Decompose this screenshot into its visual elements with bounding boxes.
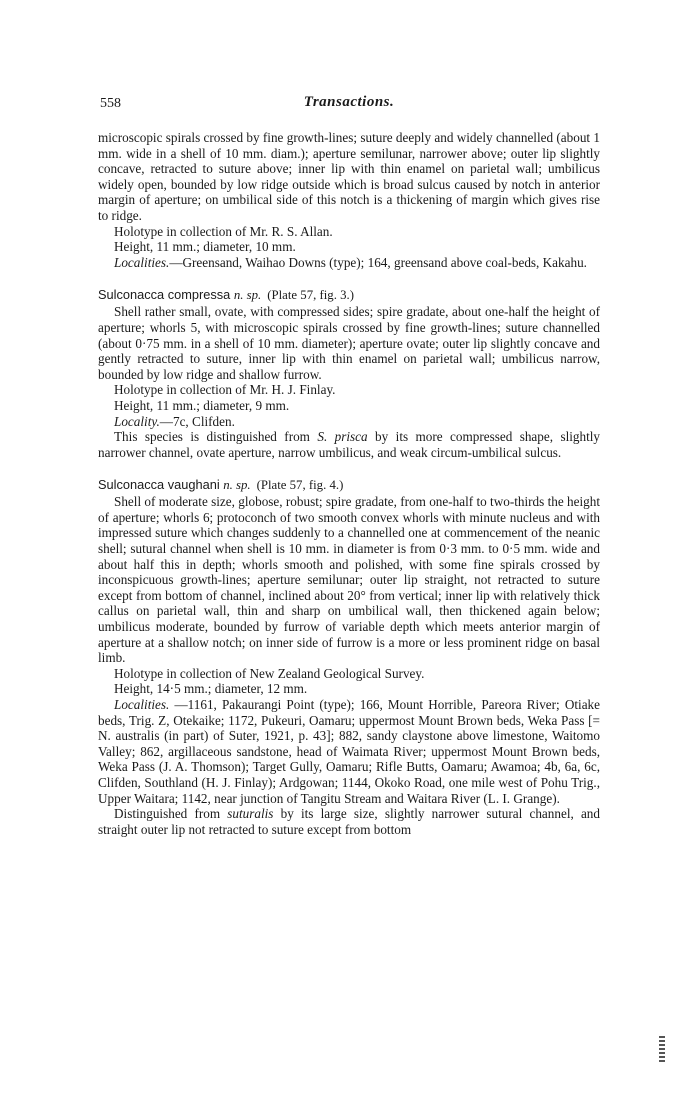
species-name: Sulconacca compressa [98,287,231,303]
intro-localities [98,255,600,271]
plate-ref: (Plate 57, fig. 4.) [256,478,344,493]
intro-description: microscopic spirals crossed by fine growth-lines; suture deeply and widely channelled (about 1 mm. wide in a shell of 10 mm. diam.); aperture semilunar, narrower above; outer lip slightly concave, retracted to suture above; inner lip with thin enamel on parietal wall; umbilicus widely open, bounded by low ridge outside which is broad sulcus caused by notch in anterior margin of aperture; on umbilical side of this notch is a thickening of margin which gives rise to ridge. [98,130,600,223]
localities-text: —Greensand, Waihao Downs (type); 164, greensand above coal-beds, Kakahu. [169,254,587,270]
page-header [98,94,600,116]
page-number: 558 [100,96,121,111]
species-description: Shell rather small, ovate, with compressed sides; spire gradate, about one-half the height of aperture; whorls 5, with microscopic spirals crossed by fine growth-lines; suture channelled (about 0·75 mm. in a shell of 10 mm. diameter); aperture ovate; outer lip slightly concave and gently retracted to suture, inner lip with thin enamel on parietal wall; umbilicus narrow, bounded by low ridge and shallow furrow. [98,304,600,382]
remark-post: by its more compressed shape, slightly narrower channel, ovate aperture, narrow umbilicus, and weak circum-umbilical sulcus. [98,429,601,460]
species-nsp: n. sp. [223,478,251,493]
species-localities [98,697,600,806]
species-heading-compressa [98,286,600,304]
intro-holotype: Holotype in collection of Mr. R. S. Allan. [114,223,333,239]
remark-italic: S. prisca [317,429,368,445]
species-measurements: Height, 14·5 mm.; diameter, 12 mm. [114,681,308,697]
species-measurements: Height, 11 mm.; diameter, 9 mm. [114,397,290,413]
localities-label: Localities. [114,697,170,712]
localities-text: —7c, Clifden. [159,413,235,429]
localities-text: —1161, Pakaurangi Point (type); 166, Mount Horrible, Pareora River; Otiake beds, Trig. Z, Otekaike; 1172, Pukeuri, Oamaru; uppermost Mount Brown beds, Weka Pass [= N. australis (in part) of Suter, 1921, p. 43]; 882, sandy claystone above limestone, Waitomo Valley; 862, argillaceous sandstone, head of Waimata River; uppermost Mount Brown beds, Weka Pass (J. A. Thomson); Target Gully, Oamaru; Rifle Butts, Oamaru; Awamoa; 4b, 6a, 6c, Clifden, Southland (H. J. Finlay); Ardgowan; 1144, Okoko Road, one mile west of Pohu Trig., Upper Waitara; 1142, near junction of Tangitu Stream and Waitara River (L. I. Grange). [98,697,600,806]
remark-pre: Distinguished from [114,806,228,822]
intro-measurements: Height, 11 mm.; diameter, 10 mm. [114,239,296,255]
species-remark [98,429,600,460]
localities-label: Locality. [114,413,160,429]
remark-italic: suturalis [227,806,274,822]
scan-margin-mark [659,1036,665,1064]
species-description: Shell of moderate size, globose, robust; spire gradate, from one-half to two-thirds the height of aperture; whorls 6; protoconch of two smooth convex whorls with minute nucleus and with impressed suture which changes suddenly to a channelled one at commencement of the neanic shell; sutural channel when shell is 10 mm. in diameter is from 0·3 mm. to 0·5 mm. wide and about half this in depth; whorls smooth and polished, with some fine spirals crossed by inconspicuous growth-lines; aperture semilunar; outer lip straight, not retracted to suture except from bottom of channel, inclined about 20° from vertical; inner lip with relatively thick callus on parietal wall, thin and sharp on umbilical wall, then thickened again below; umbilicus moderate, bounded by furrow of variable depth which meets anterior margin of aperture at a shallow notch; on inner side of furrow is a more or less prominent ridge on basal limb. [98,494,600,666]
species-holotype: Holotype in collection of New Zealand Geological Survey. [114,665,425,681]
species-remark [98,806,600,837]
species-nsp: n. sp. [233,288,262,303]
species-localities [98,414,600,430]
remark-pre: This species is distinguished from [114,429,318,445]
page [98,94,600,837]
remark-post: by its large size, slightly narrower sutural channel, and straight outer lip not retracted to suture except from bottom [98,806,600,837]
species-holotype: Holotype in collection of Mr. H. J. Finlay. [114,382,336,398]
species-heading-vaughani [98,476,600,494]
plate-ref: (Plate 57, fig. 3.) [267,288,354,303]
species-name: Sulconacca vaughani [98,477,220,493]
running-title: Transactions. [303,94,395,110]
localities-label: Localities. [114,254,170,270]
